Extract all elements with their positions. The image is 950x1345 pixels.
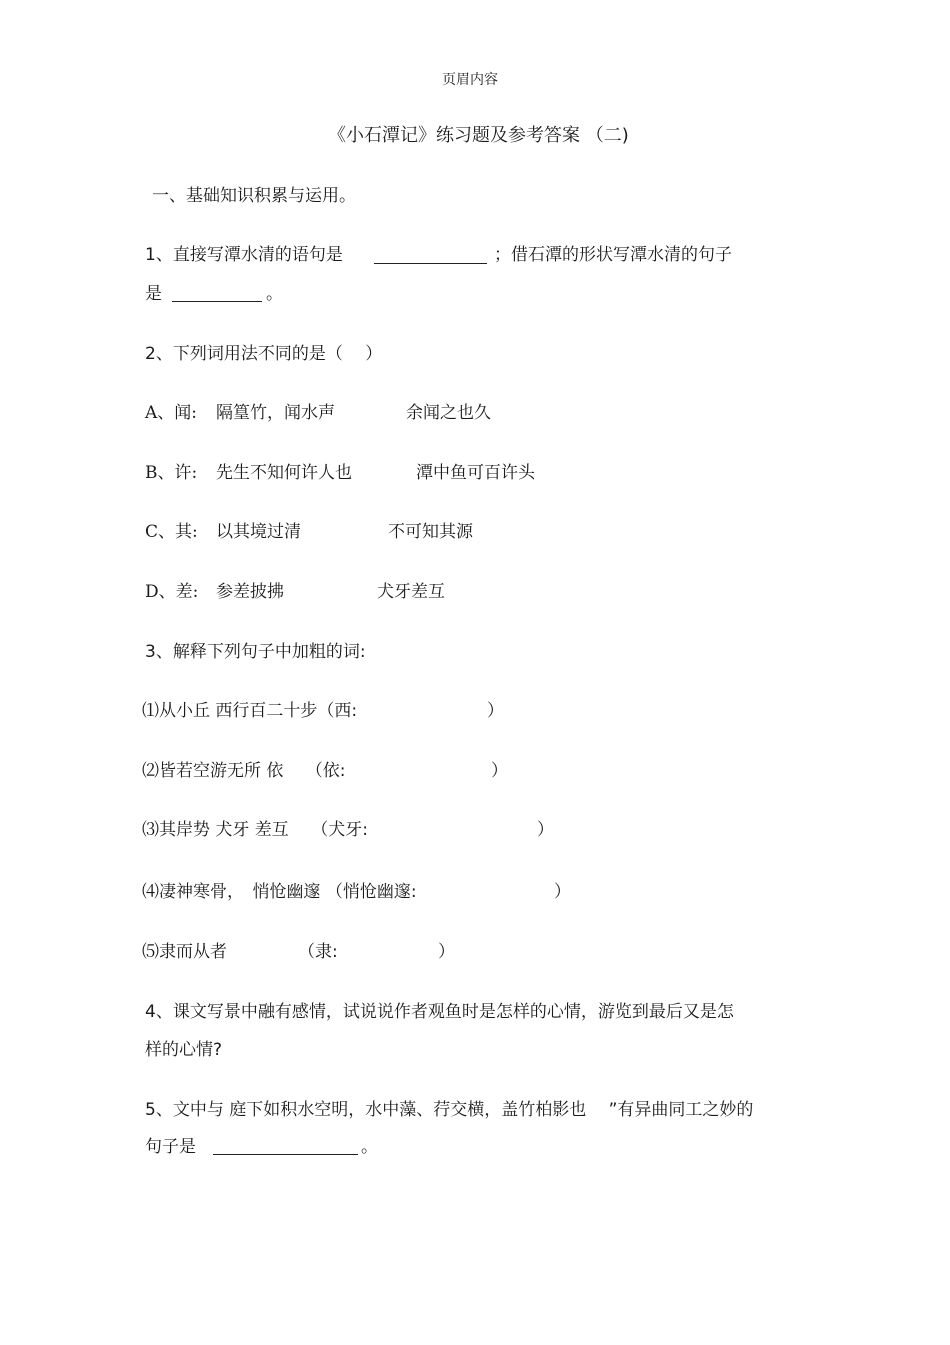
q3-item-5-paren: （隶: [298, 942, 338, 962]
q3-item-1-close: ） [487, 701, 504, 721]
question-3-stem: 3、解释下列句子中加粗的词: [145, 642, 366, 662]
q3-item-2-close: ） [491, 761, 508, 781]
option-a [145, 403, 197, 423]
option-b-phrase-1: 先生不知何许人也 [216, 463, 352, 483]
option-b-phrase-2: 潭中鱼可百许头 [416, 463, 535, 483]
q3-item-2: ⑵皆若空游无所 依 （依: [142, 761, 346, 781]
page-header: 页眉内容 [442, 72, 498, 88]
q3-item-3-close: ） [537, 820, 554, 840]
option-label: D、差: [145, 582, 199, 602]
option-label: B、许: [145, 463, 198, 483]
section-heading: 一、基础知识积累与运用。 [152, 186, 356, 206]
option-c-phrase-2: 不可知其源 [388, 522, 473, 542]
question-1-end-mark: 。 [266, 284, 283, 304]
option-d-phrase-1: 参差披拂 [216, 582, 284, 602]
question-1-text-end: ；借石潭的形状写潭水清的句子 [494, 245, 732, 265]
question-5-end-mark: 。 [361, 1137, 378, 1157]
option-label: A、闻: [145, 403, 198, 423]
option-c-phrase-1: 以其境过清 [216, 522, 301, 542]
question-5-line-2: 句子是 [145, 1137, 196, 1157]
q3-item-3: ⑶其岸势 犬牙 差互 （犬牙: [142, 820, 368, 840]
q3-item-4-close: ） [554, 882, 571, 902]
option-label: C、其: [145, 522, 198, 542]
option-d [145, 582, 198, 602]
question-5-line-1: 5、文中与 庭下如积水空明，水中藻、荇交横，盖竹柏影也 ”有异曲同工之妙的 [145, 1100, 754, 1120]
question-4-line-1: 4、课文写景中融有感情，试说说作者观鱼时是怎样的心情，游览到最后又是怎 [145, 1002, 734, 1022]
option-a-phrase-2: 余闻之也久 [406, 403, 491, 423]
option-a-phrase-1: 隔篁竹，闻水声 [216, 403, 335, 423]
question-4-line-2: 样的心情? [145, 1040, 223, 1060]
q3-item-4: ⑷凄神寒骨， 悄怆幽邃 （悄怆幽邃: [142, 882, 417, 902]
option-d-phrase-2: 犬牙差互 [377, 582, 445, 602]
question-2-stem: 2、下列词用法不同的是（ ） [145, 344, 383, 364]
question-1-line-2: 是 [145, 284, 162, 304]
q3-item-1: ⑴从小丘 西行百二十步（西: [142, 701, 358, 721]
answer-blank [172, 287, 262, 302]
answer-blank [374, 249, 487, 264]
question-1-line-1 [145, 245, 343, 265]
document-title: 《小石潭记》练习题及参考答案 （二) [328, 125, 629, 146]
option-c [145, 522, 198, 542]
q3-item-5-close: ） [438, 942, 455, 962]
option-b [145, 463, 197, 483]
answer-blank [213, 1140, 358, 1155]
q3-item-5: ⑸隶而从者 [142, 942, 227, 962]
question-1-text: 1、直接写潭水清的语句是 [145, 245, 343, 265]
